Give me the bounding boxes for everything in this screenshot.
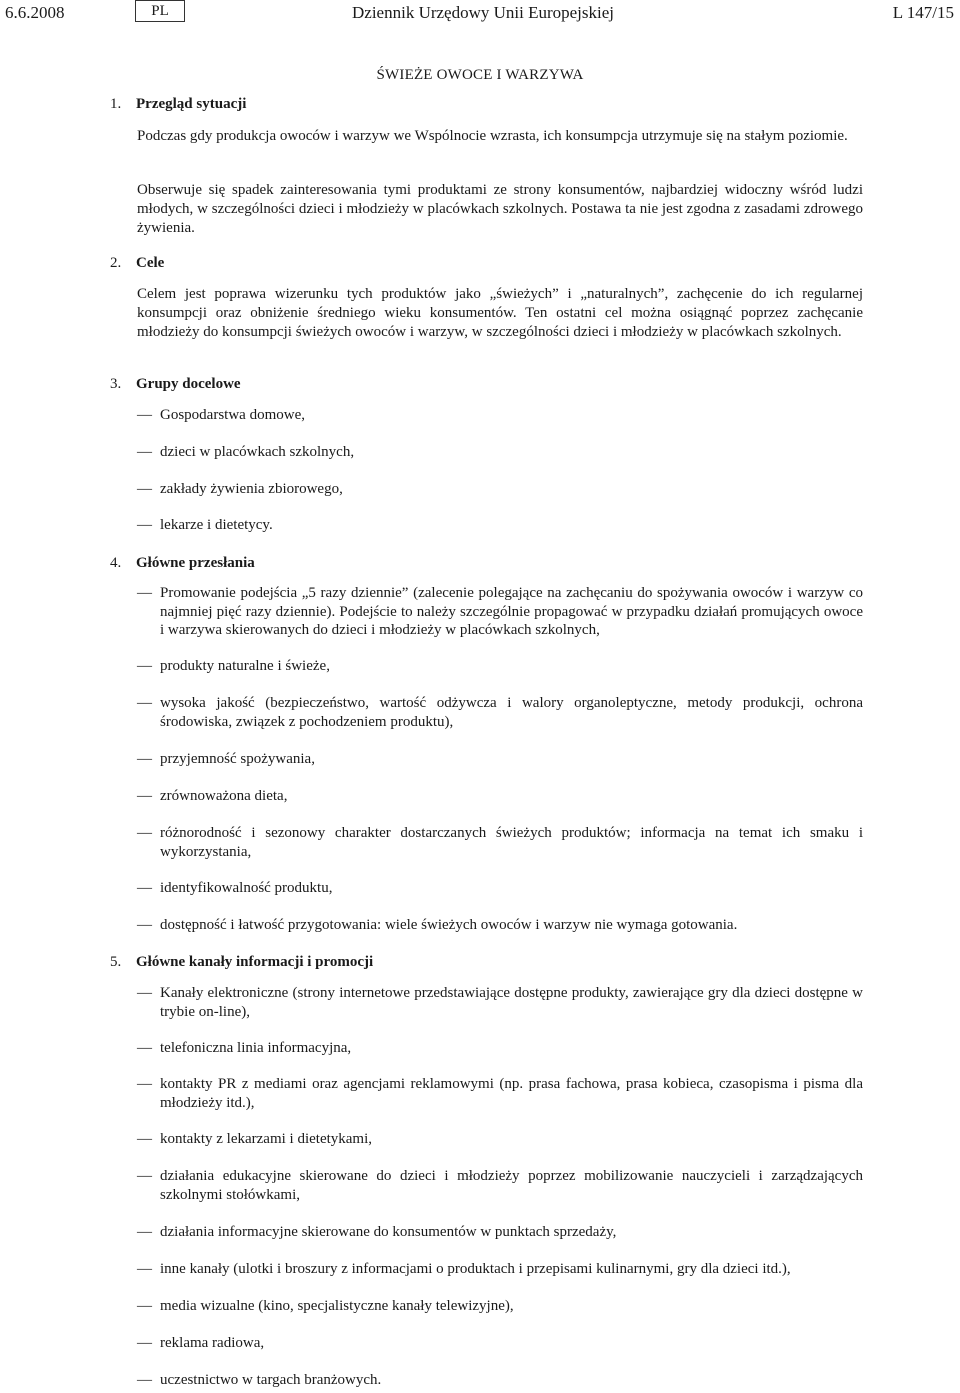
dash-marker: —	[137, 585, 152, 601]
section-heading	[110, 954, 373, 971]
publication-date: 6.6.2008	[5, 3, 65, 22]
section-title: Grupy docelowe	[136, 376, 241, 392]
section-heading	[110, 376, 241, 393]
list-item: — Kanały elektroniczne (strony internetowe przedstawiające dostępne produkty, zawierające gry dla dzieci dostępne w trybie on-line),	[137, 985, 863, 1020]
dash-marker: —	[137, 1372, 152, 1388]
list-item: — przyjemność spożywania,	[137, 751, 315, 767]
section-title: Główne przesłania	[136, 555, 255, 571]
list-item: — Promowanie podejścia „5 razy dziennie” (zalecenie polegające na zachęcaniu do spożywania owoców i warzyw co najmniej pięć razy dziennie). Podejście to należy szczególnie propagować w przypadku działań promujących owoce i warzywa skierowanych do dzieci i młodzieży w placówkach szkolnych,	[137, 585, 863, 638]
list-item: — kontakty PR z mediami oraz agencjami reklamowymi (np. prasa fachowa, prasa kobieca, czasopisma i pisma dla młodzieży itd.),	[137, 1076, 863, 1111]
list-item: — wysoka jakość (bezpieczeństwo, wartość odżywcza i walory organoleptyczne, metody produkcji, ochrona środowiska, związek z pochodzeniem produktu),	[137, 695, 863, 730]
dash-marker: —	[137, 917, 152, 933]
section-heading	[110, 555, 255, 572]
dash-marker: —	[137, 658, 152, 674]
list-item: — Gospodarstwa domowe,	[137, 407, 305, 423]
section-number: 5.	[110, 954, 122, 970]
list-item: — telefoniczna linia informacyjna,	[137, 1040, 352, 1056]
dash-marker: —	[137, 517, 152, 533]
dash-marker: —	[137, 1335, 152, 1351]
list-item: — działania edukacyjne skierowane do dzieci i młodzieży poprzez mobilizowanie nauczycieli i zarządzających szkolnymi stołówkami,	[137, 1168, 863, 1203]
list-item: — lekarze i dietetycy.	[137, 517, 273, 533]
list-item: — reklama radiowa,	[137, 1335, 265, 1351]
list-item: — uczestnictwo w targach branżowych.	[137, 1372, 382, 1388]
section-title: Przegląd sytuacji	[136, 96, 247, 112]
dash-marker: —	[137, 751, 152, 767]
list-item: — dzieci w placówkach szkolnych,	[137, 444, 355, 460]
dash-marker: —	[137, 1261, 152, 1277]
list-item: — zakłady żywienia zbiorowego,	[137, 481, 343, 497]
section-title: Główne kanały informacji i promocji	[136, 954, 374, 970]
list-item: — media wizualne (kino, specjalistyczne kanały telewizyjne),	[137, 1298, 514, 1314]
paragraph: Celem jest poprawa wizerunku tych produktów jako „świeżych” i „naturalnych”, zachęcenie do ich regularnej konsumpcji oraz obniżenie średniego wieku konsumentów. Ten ostatni cel można osiągnąć poprzez zachęcanie młodzieży do konsumpcji świeżych owoców i warzyw, w szczególności dzieci i młodzieży w placówkach szkolnych.	[137, 286, 863, 340]
dash-marker: —	[137, 880, 152, 896]
list-item: — produkty naturalne i świeże,	[137, 658, 330, 674]
paragraph: Obserwuje się spadek zainteresowania tymi produktami ze strony konsumentów, najbardziej widoczny wśród ludzi młodych, w szczególności dzieci i młodzieży w placówkach szkolnych. Postawa ta nie jest zgodna z zasadami zdrowego żywienia.	[137, 182, 863, 236]
section-number: 2.	[110, 255, 122, 271]
dash-marker: —	[137, 407, 152, 423]
dash-marker: —	[137, 1076, 152, 1092]
section-number: 1.	[110, 96, 122, 112]
dash-marker: —	[137, 481, 152, 497]
section-number: 3.	[110, 376, 122, 392]
page-reference: L 147/15	[892, 3, 954, 22]
dash-marker: —	[137, 825, 152, 841]
section-number: 4.	[110, 555, 122, 571]
dash-marker: —	[137, 985, 152, 1001]
dash-marker: —	[137, 1131, 152, 1147]
dash-marker: —	[137, 1298, 152, 1314]
document-title: ŚWIEŻE OWOCE I WARZYWA	[376, 67, 584, 83]
section-heading	[110, 255, 164, 272]
dash-marker: —	[137, 1224, 152, 1240]
dash-marker: —	[137, 444, 152, 460]
dash-marker: —	[137, 788, 152, 804]
list-item: — identyfikowalność produktu,	[137, 880, 333, 896]
list-item: — działania informacyjne skierowane do konsumentów w punktach sprzedaży,	[137, 1224, 617, 1240]
language-badge: PL	[135, 0, 185, 22]
list-item: — różnorodność i sezonowy charakter dostarczanych świeżych produktów; informacja na temat ich smaku i wykorzystania,	[137, 825, 863, 860]
journal-title: Dziennik Urzędowy Unii Europejskiej	[352, 3, 615, 22]
list-item: — inne kanały (ulotki i broszury z informacjami o produktach i przepisami kulinarnymi, gry dla dzieci itd.),	[137, 1261, 791, 1277]
section-title: Cele	[136, 255, 165, 271]
list-item: — dostępność i łatwość przygotowania: wiele świeżych owoców i warzyw nie wymaga gotowania.	[137, 917, 738, 933]
list-item: — zrównoważona dieta,	[137, 788, 288, 804]
dash-marker: —	[137, 1168, 152, 1184]
dash-marker: —	[137, 1040, 152, 1056]
dash-marker: —	[137, 695, 152, 711]
section-heading	[110, 96, 246, 113]
paragraph: Podczas gdy produkcja owoców i warzyw we Wspólnocie wzrasta, ich konsumpcja utrzymuje się na stałym poziomie.	[137, 128, 848, 144]
page-header	[0, 0, 960, 30]
list-item: — kontakty z lekarzami i dietetykami,	[137, 1131, 373, 1147]
